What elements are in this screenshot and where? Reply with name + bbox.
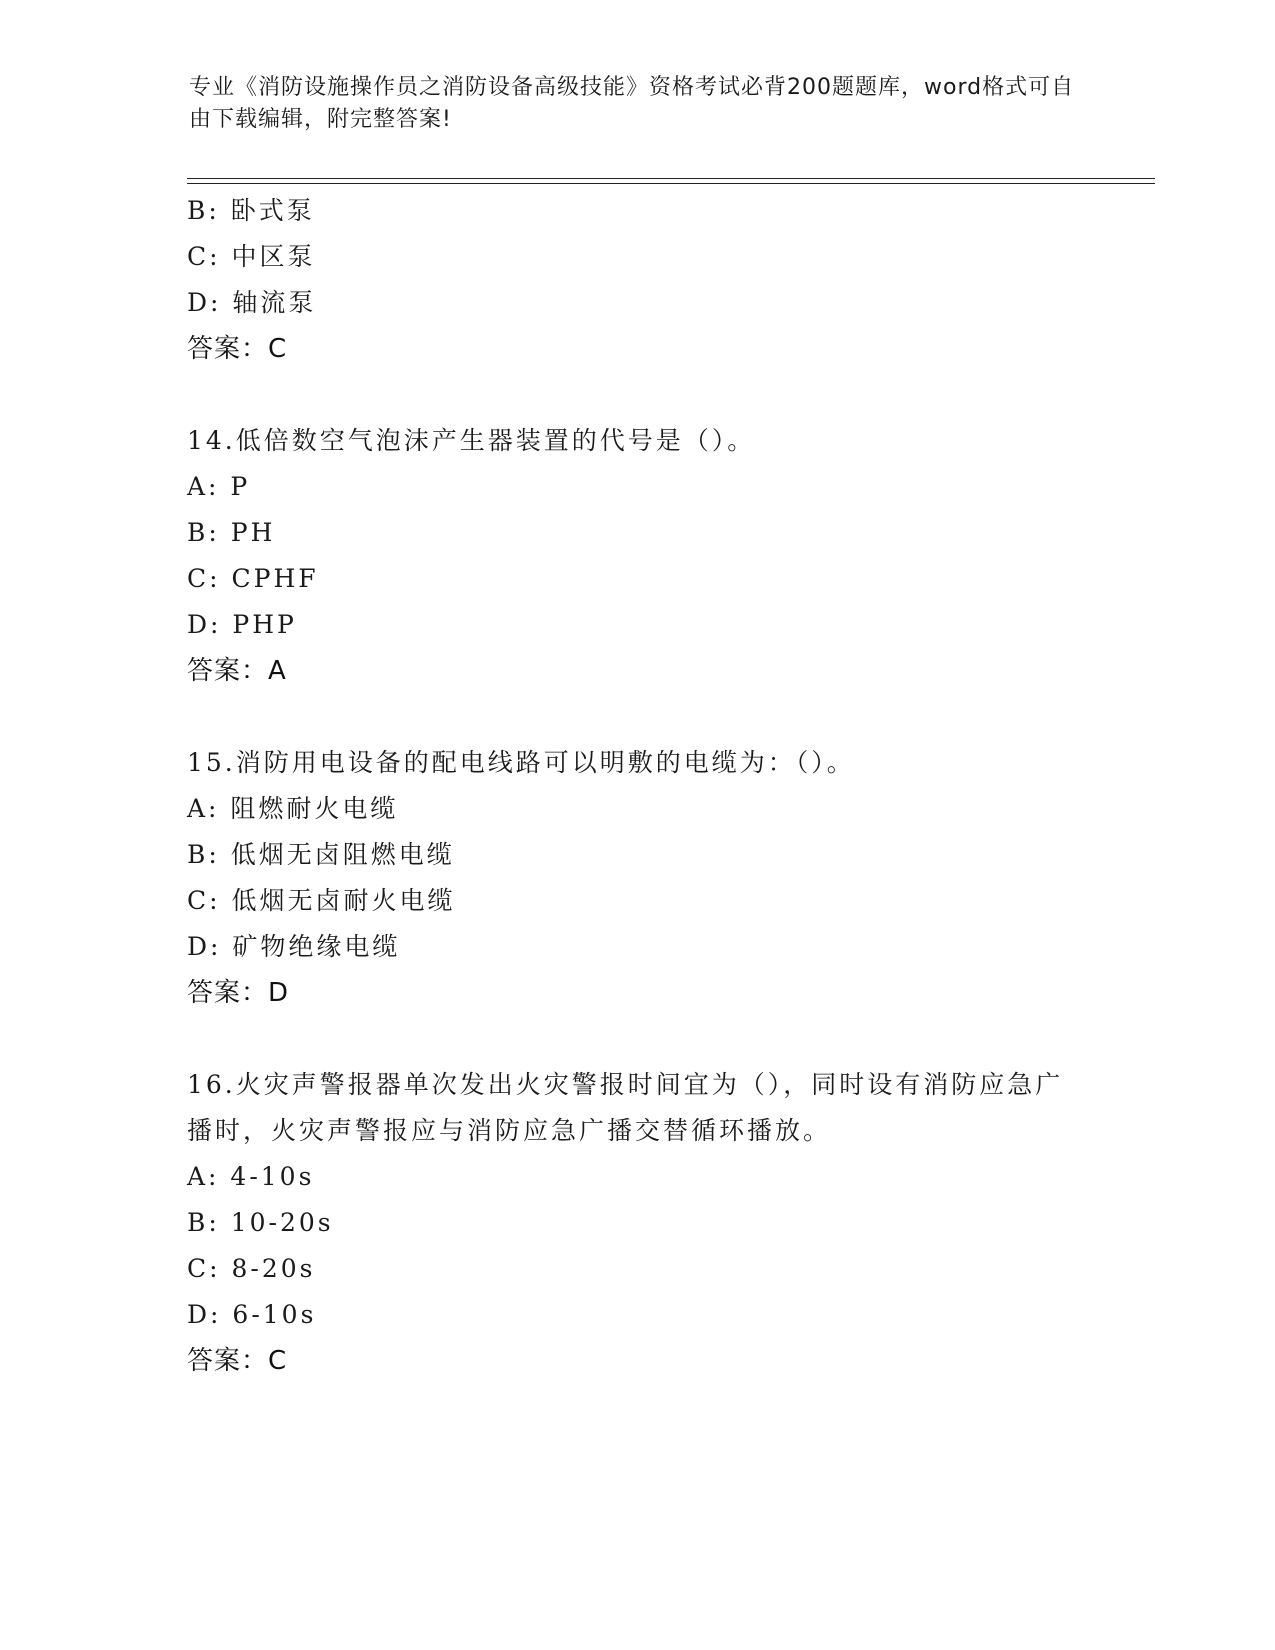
option-d: D: PHP [187,610,297,639]
answer: 答案：C [187,334,288,364]
spacer [187,1016,1087,1062]
option-d: D: 轴流泵 [187,288,317,317]
question-text: 14.低倍数空气泡沫产生器装置的代号是（）。 [187,426,756,455]
option-c: C: 中区泵 [187,242,316,271]
option-a: A: 4-10s [187,1162,315,1191]
header-rule-bottom [187,183,1155,184]
answer: 答案：A [187,656,287,686]
answer: 答案：D [187,978,290,1008]
option-a: A: P [187,472,251,501]
option-c: C: 低烟无卤耐火电缆 [187,886,456,915]
question-14 [187,418,1087,694]
spacer [187,694,1087,740]
document-header: 专业《消防设施操作员之消防设备高级技能》资格考试必背200题题库，word格式可自由下载编辑，附完整答案! [189,75,1075,132]
option-b: B: PH [187,518,276,547]
question-text: 16.火灾声警报器单次发出火灾警报时间宜为（），同时设有消防应急广播时，火灾声警报应与消防应急广播交替循环播放。 [187,1070,1064,1145]
option-b: B: 卧式泵 [187,196,315,225]
option-d: D: 矿物绝缘电缆 [187,932,401,961]
option-a: A: 阻燃耐火电缆 [187,794,399,823]
option-b: B: 低烟无卤阻燃电缆 [187,840,455,869]
question-15 [187,740,1087,1016]
question-text: 15.消防用电设备的配电线路可以明敷的电缆为：（）。 [187,748,855,777]
spacer [187,372,1087,418]
question-16 [187,1062,1087,1384]
question-list [187,188,1087,1384]
option-b: B: 10-20s [187,1208,334,1237]
question-13 [187,188,1087,372]
option-c: C: CPHF [187,564,319,593]
option-c: C: 8-20s [187,1254,316,1283]
answer: 答案：C [187,1346,288,1376]
option-d: D: 6-10s [187,1300,317,1329]
header-rule-top [187,178,1155,179]
